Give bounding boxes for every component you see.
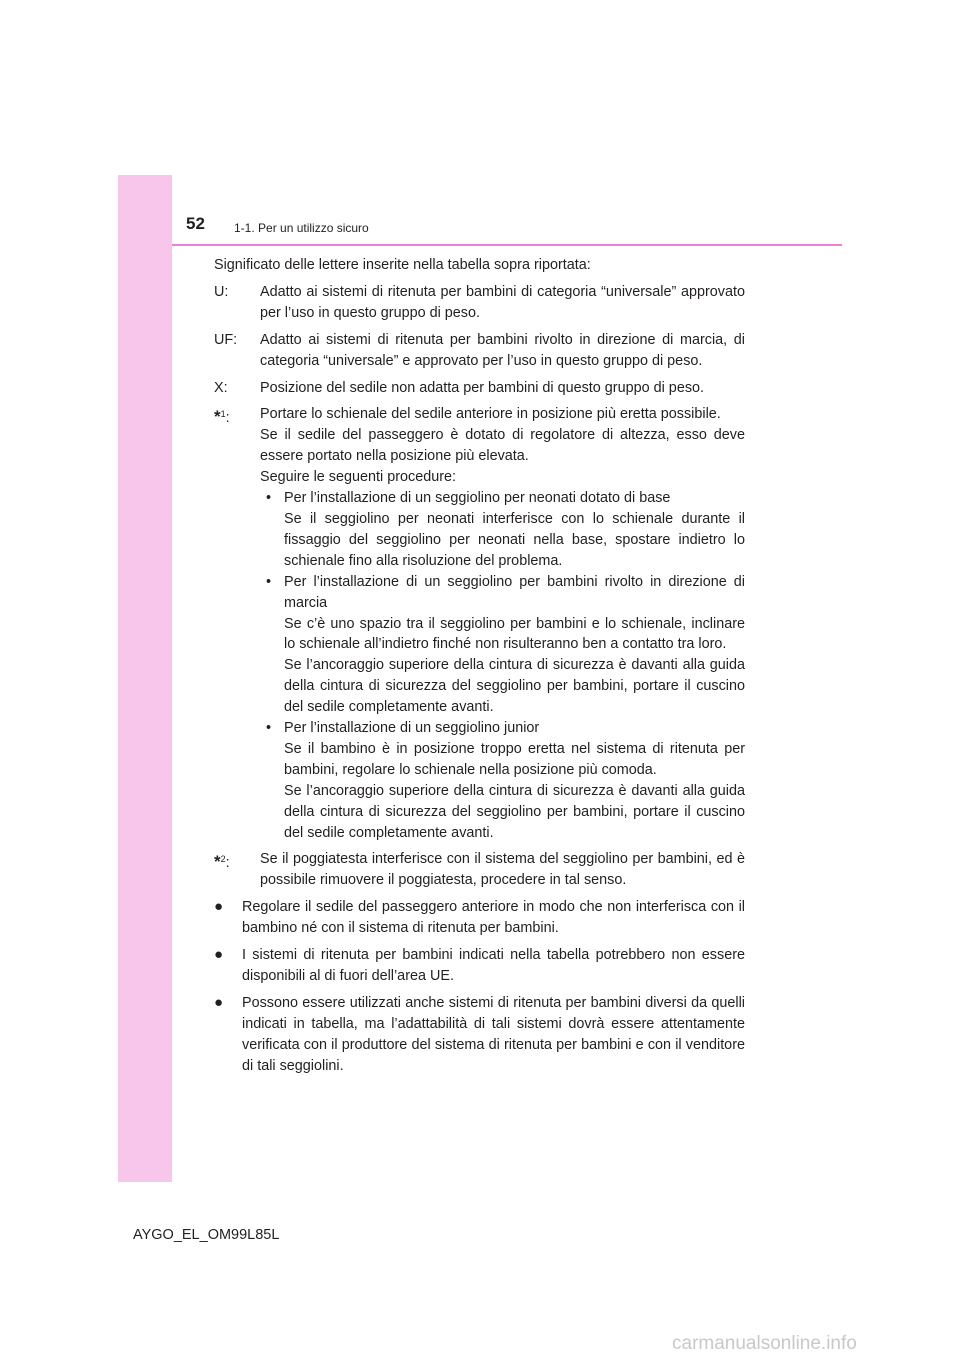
- circle-bullet-icon: ●: [214, 898, 224, 916]
- list-item: [260, 572, 745, 718]
- bullet-title: Per l’installazione di un seggiolino junior: [284, 720, 540, 737]
- note-text: Possono essere utilizzati anche sistemi di ritenuta per bambini diversi da quelli indicati in tabella, ma l’adattabilità di tali sistemi dovrà essere attentamente verificata con il produttore del sistema di ritenuta per bambini e con il venditore di tali seggiolini.: [242, 994, 745, 1074]
- bullet-paragraph: Se l’ancoraggio superiore della cintura di sicurezza è davanti alla guida della cintura di sicurezza del seggiolino per bambini, portare il cuscino del sedile completamente avanti.: [284, 657, 745, 716]
- note-text: Regolare il sedile del passeggero anteriore in modo che non interferisca con il bambino né con il sistema di ritenuta per bambini.: [242, 899, 745, 937]
- bullet-paragraph: Se il seggiolino per neonati interferisce con lo schienale durante il fissaggio del seggiolino per neonati nella base, spostare indietro lo schienale fino alla risoluzione del problema.: [284, 510, 745, 569]
- watermark: carmanualsonline.info: [672, 1333, 857, 1354]
- bullet-icon: •: [266, 573, 272, 590]
- bullet-icon: •: [266, 490, 272, 507]
- definition-uf: [214, 330, 745, 372]
- definition-x: [214, 378, 745, 399]
- header-divider: [172, 244, 842, 246]
- footnote-marker: *$^1$:: [214, 407, 230, 427]
- document-code: AYGO_EL_OM99L85L: [133, 1227, 280, 1243]
- definition-text: Adatto ai sistemi di ritenuta per bambini rivolto in direzione di marcia, di categoria “universale” e approvato per l’uso in questo gruppo di peso.: [260, 331, 745, 369]
- bullet-paragraph: Se l’ancoraggio superiore della cintura di sicurezza è davanti alla guida della cintura di sicurezza del seggiolino per bambini, portare il cuscino del sedile completamente avanti.: [284, 782, 745, 841]
- list-item: [214, 945, 745, 987]
- circle-bullet-icon: ●: [214, 993, 224, 1011]
- bullet-title: Per l’installazione di un seggiolino per neonati dotato di base: [284, 490, 671, 507]
- footnote-2: [214, 849, 745, 891]
- footnote-line: Se il sedile del passeggero è dotato di regolatore di altezza, esso deve essere portato nella posizione più elevata.: [260, 427, 745, 465]
- definition-label: U:: [214, 283, 229, 300]
- definition-text: Adatto ai sistemi di ritenuta per bambini di categoria “universale” approvato per l’uso in questo gruppo di peso.: [260, 283, 745, 321]
- intro-text: Significato delle lettere inserite nella tabella sopra riportata:: [214, 257, 591, 273]
- list-item: [214, 897, 745, 939]
- list-item: [260, 488, 745, 572]
- footnote-text: Se il poggiatesta interferisce con il sistema del seggiolino per bambini, ed è possibile rimuovere il poggiatesta, procedere in tal senso.: [260, 851, 745, 889]
- definition-text: Posizione del sedile non adatta per bambini di questo gruppo di peso.: [260, 379, 705, 396]
- footnote-line: Seguire le seguenti procedure:: [260, 469, 457, 486]
- bullet-icon: •: [266, 720, 272, 737]
- page-number: 52: [186, 214, 205, 233]
- footnote-marker: *$^2$:: [214, 852, 230, 872]
- sidebar-tab: [118, 175, 172, 1182]
- list-item: [214, 993, 745, 1077]
- bullet-title: Per l’installazione di un seggiolino per bambini rivolto in direzione di marcia: [284, 573, 745, 611]
- section-title: 1-1. Per un utilizzo sicuro: [234, 221, 369, 235]
- footnote-line: Portare lo schienale del sedile anteriore in posizione più eretta possibile.: [260, 406, 721, 423]
- main-content: [214, 255, 745, 1077]
- list-item: [260, 718, 745, 843]
- definition-u: [214, 282, 745, 324]
- note-text: I sistemi di ritenuta per bambini indicati nella tabella potrebbero non essere disponibili al di fuori dell’area UE.: [242, 947, 745, 984]
- definition-label: UF:: [214, 331, 238, 348]
- definition-label: X:: [214, 379, 228, 396]
- bullet-paragraph: Se il bambino è in posizione troppo eretta nel sistema di ritenuta per bambini, regolare lo schienale nella posizione più comoda.: [284, 740, 745, 778]
- footnote-1: [214, 404, 745, 843]
- circle-bullet-icon: ●: [214, 946, 224, 964]
- bullet-paragraph: Se c’è uno spazio tra il seggiolino per bambini e lo schienale, inclinare lo schienale all’indietro finché non risulteranno ben a contatto tra loro.: [284, 615, 745, 653]
